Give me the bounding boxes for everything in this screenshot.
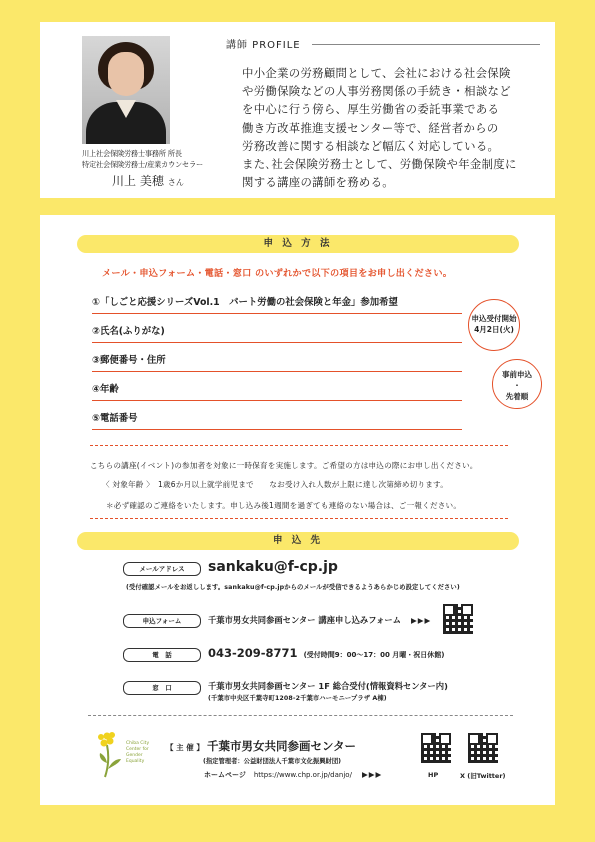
badge-line: 先着順 bbox=[505, 392, 529, 401]
phone-label: 電 話 bbox=[123, 648, 201, 662]
form-label: 申込フォーム bbox=[123, 614, 201, 628]
designated-manager: (指定管理者：公益財団法人千葉市文化振興財団) bbox=[203, 758, 341, 765]
confirmation-note: ＊必ず確認のご連絡をいたします。申し込み後1週間を過ぎても連絡のない場合は、ご一報ください。 bbox=[106, 501, 462, 510]
badge-line: ・ bbox=[513, 381, 521, 390]
window-label: 窓 口 bbox=[123, 681, 201, 695]
qr-x-label: X (旧Twitter) bbox=[460, 772, 506, 780]
arrow-icon: ▶▶▶ bbox=[410, 616, 432, 625]
email-note: (受付確認メールをお返しします。sankaku@f-cp.jpからのメールが受信できるようあらかじめ設定してください) bbox=[126, 584, 460, 591]
divider bbox=[90, 445, 508, 446]
bio-line: 労務改善に関する相談など幅広く対応している。 bbox=[242, 138, 500, 153]
divider bbox=[88, 715, 513, 716]
application-destination-heading: 申 込 先 bbox=[77, 532, 519, 550]
logo-text-line: Center for bbox=[126, 747, 149, 752]
window-location: 千葉市男女共同参画センター 1F 総合受付(情報資料センター内) bbox=[208, 681, 448, 691]
bio-line: を中心に行う傍ら、厚生労働省の委託事業である bbox=[242, 102, 500, 117]
speaker-affiliation-1: 川上社会保険労務士事務所 所長 bbox=[82, 149, 182, 158]
required-field-phone: ⑤電話番号 bbox=[92, 409, 462, 430]
speaker-name bbox=[112, 172, 184, 189]
required-field-event: ①「しごと応援シリーズVol.1 パート労働の社会保険と年金」参加希望 bbox=[92, 293, 462, 314]
childcare-note: こちらの講座(イベント)の参加者を対象に一時保育を実施します。ご希望の方は申込の際にお申し出ください。 bbox=[90, 461, 478, 470]
application-form-link[interactable] bbox=[208, 614, 431, 626]
speaker-photo bbox=[82, 36, 170, 144]
organizer-name: 千葉市男女共同参画センター bbox=[207, 739, 357, 753]
childcare-target-age: 〈 対象年齢 〉 1歳6か月以上就学前児まで なお受け入れ人数が上限に達し次第締め切ります。 bbox=[102, 480, 449, 489]
bio-line: 関する講座の講師を務める。 bbox=[242, 175, 394, 190]
required-field-age: ④年齢 bbox=[92, 380, 462, 401]
logo-text bbox=[126, 741, 149, 765]
required-field-address: ③郵便番号・住所 bbox=[92, 351, 462, 372]
email-address-link[interactable]: sankaku@f-cp.jp bbox=[208, 559, 338, 575]
advance-first-come-badge bbox=[492, 359, 542, 409]
x-twitter-qr-code-icon[interactable] bbox=[468, 733, 498, 763]
homepage-qr-code-icon[interactable] bbox=[421, 733, 451, 763]
application-start-badge bbox=[468, 299, 520, 351]
qr-hp-label: HP bbox=[428, 771, 439, 779]
application-panel bbox=[40, 215, 555, 805]
phone-hours: (受付時間9：00～17：00 月曜・祝日休館) bbox=[303, 651, 445, 659]
bio-line: や労働保険などの人事労務関係の手続き・相談など bbox=[242, 84, 511, 99]
badge-line: 申込受付開始 bbox=[471, 314, 517, 323]
speaker-affiliation-2: 特定社会保険労務士/産業カウンセラー bbox=[82, 160, 204, 169]
profile-panel bbox=[40, 22, 555, 198]
speaker-name-text: 川上 美穂 bbox=[112, 174, 164, 188]
speaker-name-suffix: さん bbox=[167, 178, 184, 187]
window-address: (千葉市中央区千葉寺町1208-2千葉市ハーモニープラザ A棟) bbox=[208, 695, 387, 702]
logo-text-line: Equality bbox=[126, 759, 145, 764]
profile-divider bbox=[312, 44, 540, 45]
form-qr-code-icon[interactable] bbox=[443, 604, 473, 634]
application-method-heading: 申 込 方 法 bbox=[77, 235, 519, 253]
badge-line: 4月2日(火) bbox=[474, 325, 514, 334]
homepage-url-link[interactable]: https://www.chp.or.jp/danjo/ bbox=[253, 771, 352, 779]
homepage-row bbox=[204, 770, 382, 780]
phone-number bbox=[208, 646, 445, 660]
logo-text-line: Chiba City bbox=[126, 741, 150, 746]
bio-line: また､社会保険労務士として、労働保険や年金制度に bbox=[242, 157, 517, 172]
homepage-label: ホームページ bbox=[204, 771, 246, 779]
email-label: メールアドレス bbox=[123, 562, 201, 576]
application-intro: メール・申込フォーム・電話・窓口 のいずれかで以下の項目をお申し出ください。 bbox=[102, 268, 453, 279]
speaker-bio bbox=[242, 64, 542, 191]
bio-line: 中小企業の労務顧問として、会社における社会保険 bbox=[242, 66, 511, 80]
phone-number-text: 043-209-8771 bbox=[208, 646, 298, 660]
badge-line: 事前申込 bbox=[502, 370, 532, 379]
arrow-icon: ▶▶▶ bbox=[361, 770, 383, 779]
divider bbox=[90, 518, 508, 519]
profile-heading: 講師 PROFILE bbox=[226, 40, 301, 51]
required-field-name: ②氏名(ふりがな) bbox=[92, 322, 462, 343]
form-link-text: 千葉市男女共同参画センター 講座申し込みフォーム bbox=[208, 615, 401, 625]
logo-text-line: Gender bbox=[126, 753, 143, 758]
bio-line: 働き方改革推進支援センター等で、経営者からの bbox=[242, 120, 499, 135]
organizer-tag: 【 主 催 】 bbox=[166, 743, 204, 752]
